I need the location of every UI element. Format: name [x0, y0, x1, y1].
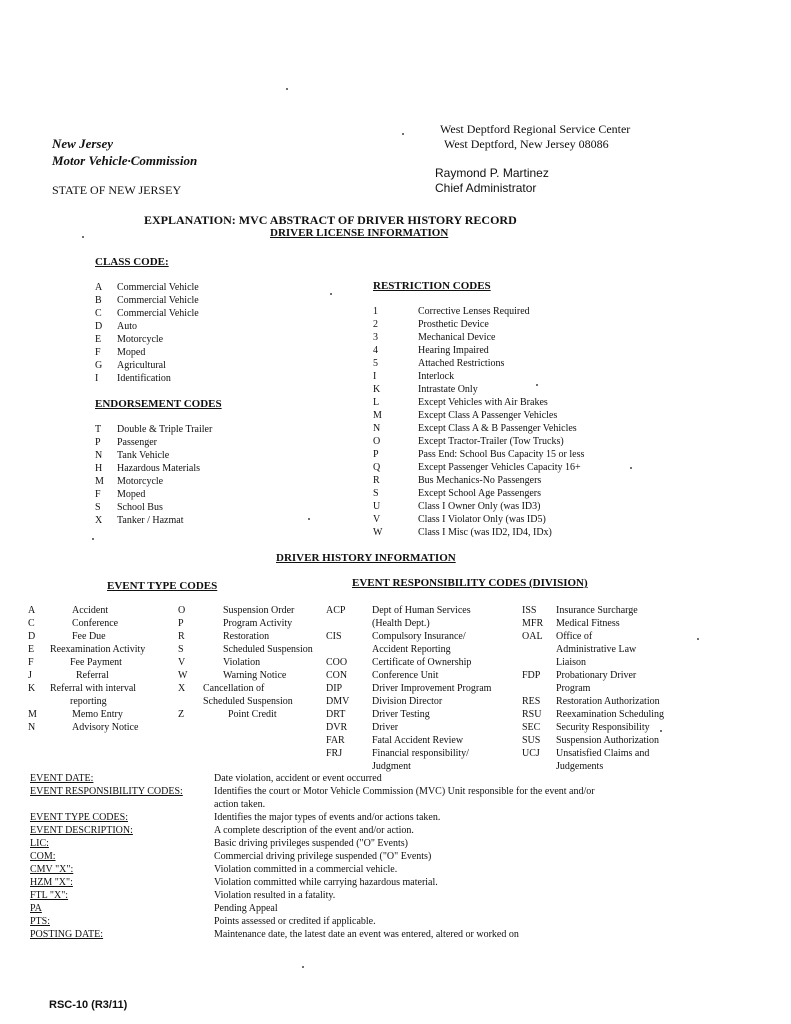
center-line2: West Deptford, New Jersey 08086 [444, 137, 609, 151]
scan-speck [630, 467, 632, 469]
definition-row: CMV "X": Violation committed in a commercial vehicle. [30, 864, 398, 875]
list-item: V Class I Violator Only (was ID5) [373, 514, 546, 525]
class-code-list [95, 281, 199, 385]
list-item: S School Bus [95, 502, 163, 513]
center-line1: West Deptford Regional Service Center [440, 122, 631, 136]
list-item: A Commercial Vehicle [95, 282, 199, 293]
list-item: SEC Security Responsibility [522, 722, 650, 733]
definition-row: EVENT DATE: Date violation, accident or event occurred [30, 773, 382, 784]
list-item: SUS Suspension Authorization [522, 735, 660, 746]
list-item: E Reexamination Activity [28, 644, 146, 655]
list-item: Accident Reporting [372, 644, 451, 655]
list-item: 4 Hearing Impaired [373, 345, 489, 356]
state-label: STATE OF NEW JERSEY [52, 183, 182, 197]
list-item: F Fee Payment [28, 657, 122, 668]
list-item: F Moped [95, 347, 146, 358]
scan-speck [697, 638, 699, 640]
definition-row: PA Pending Appeal [30, 903, 278, 914]
list-item: Z Point Credit [178, 709, 277, 720]
definition-row: COM: Commercial driving privilege suspended ("O" Events) [30, 851, 432, 862]
list-item: FAR Fatal Accident Review [326, 735, 464, 746]
list-item: OAL Office of [522, 631, 593, 642]
list-item: P Pass End: School Bus Capacity 15 or less [373, 449, 585, 460]
list-item: 5 Attached Restrictions [373, 358, 505, 369]
list-item: M Motorcycle [95, 476, 164, 487]
list-item: M Memo Entry [28, 709, 123, 720]
list-item: I Identification [95, 373, 171, 384]
list-item: Liaison [556, 657, 586, 668]
list-item: P Passenger [95, 437, 157, 448]
definition-row: POSTING DATE: Maintenance date, the latest date an event was entered, altered or worked on [30, 929, 519, 940]
scan-speck [286, 88, 288, 90]
org-name-line1: New Jersey [52, 136, 114, 151]
list-item: COO Certificate of Ownership [326, 657, 472, 668]
list-item: R Restoration [178, 631, 270, 642]
definition-row: action taken. [214, 799, 266, 810]
definition-row: HZM "X": Violation committed while carrying hazardous material. [30, 877, 438, 888]
list-item: DMV Division Director [326, 696, 443, 707]
list-item: RES Restoration Authorization [522, 696, 660, 707]
class-code-heading: CLASS CODE: [95, 256, 169, 268]
form-number: RSC-10 (R3/11) [49, 999, 128, 1011]
list-item: (Health Dept.) [372, 618, 430, 629]
definition-row: PTS: Points assessed or credited if applicable. [30, 916, 376, 927]
event-type-heading: EVENT TYPE CODES [107, 580, 218, 592]
list-item: H Hazardous Materials [95, 463, 201, 474]
list-item: DRT Driver Testing [326, 709, 430, 720]
list-item: K Intrastate Only [373, 384, 478, 395]
list-item: 3 Mechanical Device [373, 332, 496, 343]
list-item: A Accident [28, 605, 109, 616]
list-item: F Moped [95, 489, 146, 500]
scan-speck [82, 236, 84, 238]
document-title: EXPLANATION: MVC ABSTRACT OF DRIVER HISTORY RECORD [144, 213, 517, 227]
list-item: D Auto [95, 321, 137, 332]
scan-speck [308, 518, 310, 520]
scan-speck [660, 730, 662, 732]
list-item: B Commercial Vehicle [95, 295, 199, 306]
list-item: Scheduled Suspension [203, 696, 293, 707]
list-item: reporting [70, 696, 107, 707]
endorsement-heading: ENDORSEMENT CODES [95, 398, 222, 410]
list-item: Q Except Passenger Vehicles Capacity 16+ [373, 462, 581, 473]
list-item: X Cancellation of [178, 683, 265, 694]
definitions-list [30, 772, 595, 941]
list-item: G Agricultural [95, 360, 166, 371]
restriction-heading: RESTRICTION CODES [373, 280, 491, 292]
list-item: Judgements [556, 761, 604, 772]
scan-speck [402, 133, 404, 135]
list-item: X Tanker / Hazmat [95, 515, 184, 526]
definition-row: EVENT DESCRIPTION: A complete description of the event and/or action. [30, 825, 414, 836]
dh-info-heading: DRIVER HISTORY INFORMATION [276, 552, 456, 564]
restriction-list [373, 305, 584, 539]
list-item: N Tank Vehicle [95, 450, 170, 461]
list-item: O Except Tractor-Trailer (Tow Trucks) [373, 436, 564, 447]
list-item: K Referral with interval [28, 683, 137, 694]
list-item: N Advisory Notice [28, 722, 139, 733]
list-item: Program [556, 683, 591, 694]
scan-speck [536, 384, 538, 386]
list-item: U Class I Owner Only (was ID3) [373, 501, 541, 512]
list-item: DVR Driver [326, 722, 399, 733]
definition-row: FTL "X": Violation resulted in a fatality. [30, 890, 336, 901]
list-item: M Except Class A Passenger Vehicles [373, 410, 558, 421]
list-item: FRJ Financial responsibility/ [326, 748, 469, 759]
list-item: 1 Corrective Lenses Required [373, 306, 530, 317]
list-item: CIS Compulsory Insurance/ [326, 631, 466, 642]
resp-list-1 [326, 604, 491, 773]
list-item: FDP Probationary Driver [522, 670, 637, 681]
list-item: P Program Activity [178, 618, 293, 629]
list-item: V Violation [178, 657, 261, 668]
list-item: W Warning Notice [178, 670, 287, 681]
definition-row: LIC: Basic driving privileges suspended ("O" Events) [30, 838, 408, 849]
list-item: T Double & Triple Trailer [95, 424, 213, 435]
list-item: S Scheduled Suspension [178, 644, 313, 655]
list-item: I Interlock [373, 371, 455, 382]
list-item: C Commercial Vehicle [95, 308, 199, 319]
scan-speck [330, 293, 332, 295]
event-type-list-2 [178, 604, 313, 721]
event-type-list-1 [28, 604, 145, 734]
list-item: O Suspension Order [178, 605, 295, 616]
list-item: C Conference [28, 618, 119, 629]
list-item: MFR Medical Fitness [522, 618, 620, 629]
list-item: RSU Reexamination Scheduling [522, 709, 665, 720]
list-item: 2 Prosthetic Device [373, 319, 489, 330]
dl-info-heading: DRIVER LICENSE INFORMATION [270, 227, 449, 239]
list-item: W Class I Misc (was ID2, ID4, IDx) [373, 527, 552, 538]
list-item: Judgment [372, 761, 411, 772]
event-resp-heading: EVENT RESPONSIBILITY CODES (DIVISION) [352, 577, 588, 589]
list-item: ISS Insurance Surcharge [522, 605, 638, 616]
list-item: UCJ Unsatisfied Claims and [522, 748, 650, 759]
list-item: CON Conference Unit [326, 670, 439, 681]
list-item: ACP Dept of Human Services [326, 605, 471, 616]
resp-list-2 [522, 604, 664, 773]
scan-speck [92, 538, 94, 540]
list-item: Administrative Law [556, 644, 637, 655]
list-item: DIP Driver Improvement Program [326, 683, 492, 694]
scan-speck [302, 966, 304, 968]
definition-row: EVENT TYPE CODES: Identifies the major types of events and/or actions taken. [30, 812, 441, 823]
endorsement-list [95, 423, 212, 527]
definition-row: EVENT RESPONSIBILITY CODES: Identifies the court or Motor Vehicle Commission (MVC) Unit responsible for the event and/or [30, 786, 595, 797]
list-item: R Bus Mechanics-No Passengers [373, 475, 542, 486]
list-item: D Fee Due [28, 631, 106, 642]
admin-name: Raymond P. Martinez [435, 166, 549, 180]
list-item: J Referral [28, 670, 109, 681]
list-item: N Except Class A & B Passenger Vehicles [373, 423, 577, 434]
list-item: L Except Vehicles with Air Brakes [373, 397, 548, 408]
list-item: E Motorcycle [95, 334, 164, 345]
org-name-line2: Motor Vehicle·Commission [52, 153, 198, 168]
list-item: S Except School Age Passengers [373, 488, 542, 499]
admin-title: Chief Administrator [435, 181, 537, 195]
